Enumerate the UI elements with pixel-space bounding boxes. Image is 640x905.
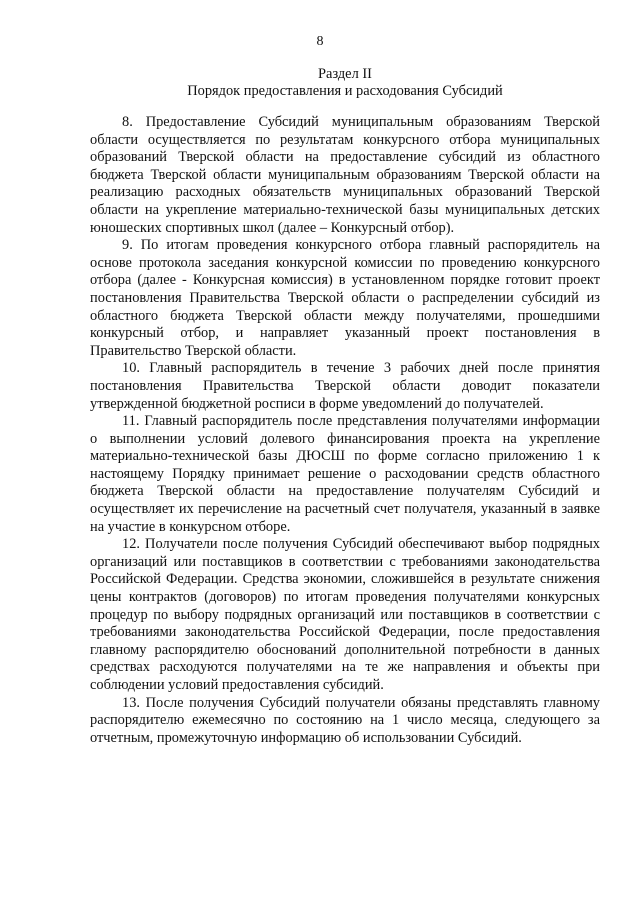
page-number: 8 [316, 34, 324, 49]
paragraph-8: 8. Предоставление Субсидий муниципальным образованиям Тверской области осуществляется по результатам конкурсного отбора муниципальных образований Тверской области на предоставление субсидий из областного бюджета Тверской области муниципальным образованиям Тверской области на реализацию расходных обязательств муниципальных образований Тверской области на укрепление материально-технической базы муниципальных детских юношеских спортивных школ (далее – Конкурсный отбор). [90, 114, 600, 236]
section-heading [90, 66, 600, 100]
paragraph-9: 9. По итогам проведения конкурсного отбора главный распорядитель на основе протокола заседания конкурсной комиссии по проведению конкурсного отбора (далее - Конкурсная комиссия) в установленном порядке готовит проект постановления Правительства Тверской области о распределении субсидий из областного бюджета Тверской области между получателями, прошедшими конкурсный отбор, и направляет указанный проект постановления в Правительство Тверской области. [90, 237, 600, 359]
paragraph-11: 11. Главный распорядитель после представления получателями информации о выполнении условий долевого финансирования проекта на укрепление материально-технической базы ДЮСШ по форме согласно приложению 1 к настоящему Порядку принимает решение о расходовании средств областного бюджета Тверской области на предоставление получателям Субсидий и осуществляет их перечисление на расчетный счет получателя, указанный в заявке на участие в конкурсном отборе. [90, 413, 600, 535]
paragraph-10: 10. Главный распорядитель в течение 3 рабочих дней после принятия постановления Правительства Тверской области доводит показатели утвержденной бюджетной росписи в форме уведомлений до получателей. [90, 360, 600, 412]
section-label: Раздел II [318, 66, 372, 82]
paragraph-12: 12. Получатели после получения Субсидий обеспечивают выбор подрядных организаций или поставщиков в соответствии с требованиями законодательства Российской Федерации. Средства экономии, сложившейся в результате снижения цены контрактов (договоров) по итогам проведения получателями конкурсных процедур по выбору подрядных организаций или поставщиков в соответствии с требованиями законодательства Российской Федерации, после предоставления главному распорядителю обоснований дополнительной потребности в данных средствах расходуются получателями на те же направления и объекты при соблюдении условий предоставления субсидий. [90, 536, 600, 693]
document-body [90, 114, 600, 747]
paragraph-13: 13. После получения Субсидий получатели обязаны представлять главному распорядителю ежемесячно по состоянию на 1 число месяца, следующего за отчетным, промежуточную информацию об использовании Субсидий. [90, 694, 600, 746]
section-title: Порядок предоставления и расходования Субсидий [187, 83, 503, 99]
